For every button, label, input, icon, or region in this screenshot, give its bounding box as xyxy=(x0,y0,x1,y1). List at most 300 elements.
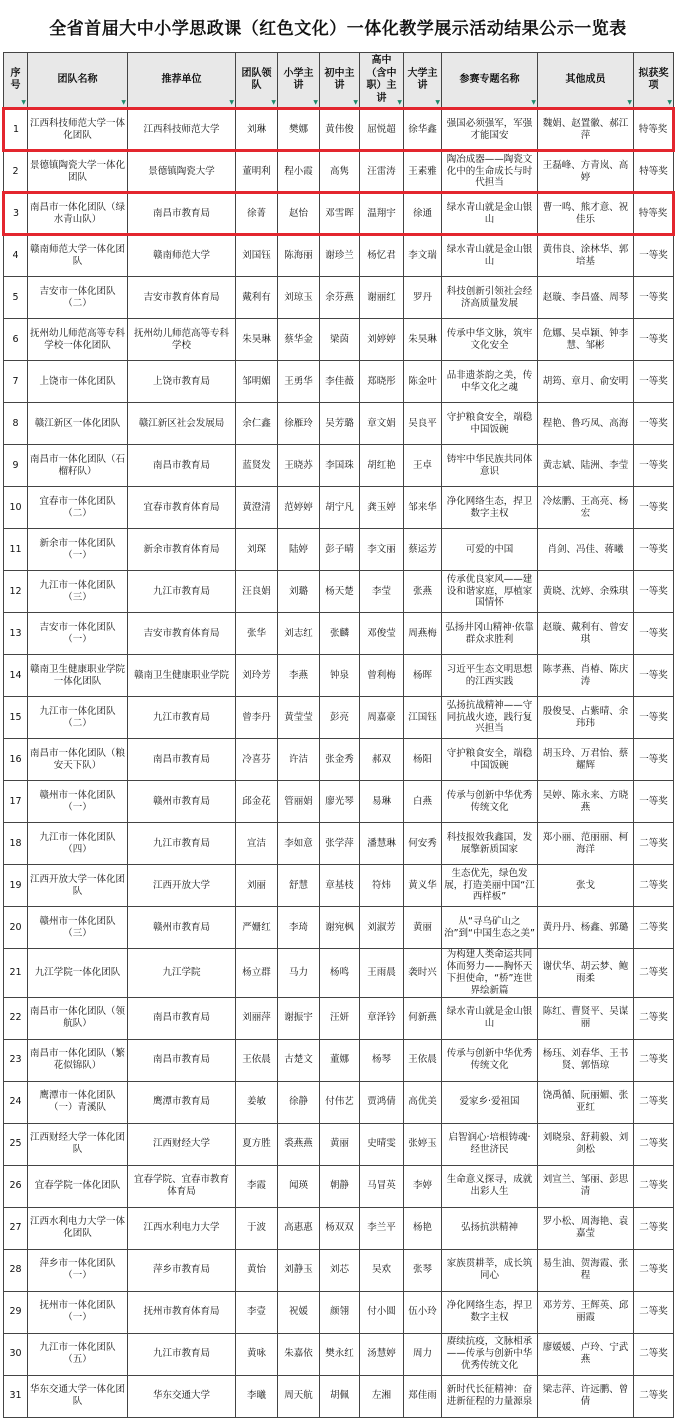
table-cell[interactable]: 22 xyxy=(4,997,28,1039)
table-cell[interactable]: 章泽钤 xyxy=(360,997,404,1039)
table-cell[interactable]: 邓俊莹 xyxy=(360,613,404,655)
table-cell[interactable]: 吉安市一体化团队（二） xyxy=(28,277,128,319)
table-cell[interactable]: 二等奖 xyxy=(634,1291,674,1333)
table-cell[interactable]: 江西财经大学一体化团队 xyxy=(28,1123,128,1165)
table-cell[interactable]: 赣南卫生健康职业学院 xyxy=(128,655,236,697)
table-cell[interactable]: 品非遗茶韵之美，传中华文化之魂 xyxy=(442,361,538,403)
table-cell[interactable]: 南昌市一体化团队（粮安天下队） xyxy=(28,739,128,781)
table-cell[interactable]: 何安秀 xyxy=(404,823,442,865)
table-cell[interactable]: 江西水利电力大学 xyxy=(128,1207,236,1249)
table-cell[interactable]: 温翔宇 xyxy=(360,193,404,235)
table-cell[interactable]: 白燕 xyxy=(404,781,442,823)
table-cell[interactable]: 高隽 xyxy=(320,151,360,193)
table-cell[interactable]: 鹰潭市教育局 xyxy=(128,1081,236,1123)
table-cell[interactable]: 鹰潭市一体化团队（一）青溪队 xyxy=(28,1081,128,1123)
table-cell[interactable]: 南昌市教育局 xyxy=(128,193,236,235)
table-cell[interactable]: 冷炫鹏、王高亮、杨宏 xyxy=(538,487,634,529)
table-cell[interactable]: 李如意 xyxy=(278,823,320,865)
table-cell[interactable]: 付伟艺 xyxy=(320,1081,360,1123)
table-cell[interactable]: 廖光琴 xyxy=(320,781,360,823)
table-cell[interactable]: 刘琼玉 xyxy=(278,277,320,319)
table-cell[interactable]: 龚玉婷 xyxy=(360,487,404,529)
table-cell[interactable]: 九江学院一体化团队 xyxy=(28,949,128,998)
table-cell[interactable]: 刘志红 xyxy=(278,613,320,655)
table-cell[interactable]: 5 xyxy=(4,277,28,319)
table-cell[interactable]: 杨珏、刘春华、王书贤、郭悟琼 xyxy=(538,1039,634,1081)
table-cell[interactable]: 舒慧 xyxy=(278,865,320,907)
table-cell[interactable]: 刘宣兰、邹丽、彭思清 xyxy=(538,1165,634,1207)
table-cell[interactable]: 二等奖 xyxy=(634,1081,674,1123)
table-cell[interactable]: 二等奖 xyxy=(634,1249,674,1291)
table-cell[interactable]: 黄澄清 xyxy=(236,487,278,529)
table-cell[interactable]: 九江市一体化团队（三） xyxy=(28,571,128,613)
table-cell[interactable]: 祝媛 xyxy=(278,1291,320,1333)
table-cell[interactable]: 萍乡市一体化团队（一） xyxy=(28,1249,128,1291)
table-cell[interactable]: 江西开放大学 xyxy=(128,865,236,907)
table-cell[interactable]: 江西科技师范大学 xyxy=(128,109,236,151)
table-cell[interactable]: 朱嘉依 xyxy=(278,1333,320,1375)
table-cell[interactable]: 戴利有 xyxy=(236,277,278,319)
table-cell[interactable]: 程艳、鲁巧凤、高海 xyxy=(538,403,634,445)
table-cell[interactable]: 17 xyxy=(4,781,28,823)
table-cell[interactable]: 南昌市教育局 xyxy=(128,739,236,781)
table-cell[interactable]: 邹来华 xyxy=(404,487,442,529)
table-cell[interactable]: 黄丽 xyxy=(320,1123,360,1165)
table-cell[interactable]: 江西财经大学 xyxy=(128,1123,236,1165)
table-cell[interactable]: 24 xyxy=(4,1081,28,1123)
table-cell[interactable]: 27 xyxy=(4,1207,28,1249)
table-cell[interactable]: 董明利 xyxy=(236,151,278,193)
table-cell[interactable]: 邓雪晖 xyxy=(320,193,360,235)
table-cell[interactable]: 管丽娟 xyxy=(278,781,320,823)
table-cell[interactable]: 董娜 xyxy=(320,1039,360,1081)
table-cell[interactable]: 蓝贤发 xyxy=(236,445,278,487)
table-cell[interactable]: 黄怡 xyxy=(236,1249,278,1291)
table-cell[interactable]: 九江市一体化团队（五） xyxy=(28,1333,128,1375)
table-cell[interactable]: 廖媛媛、卢玲、宁武燕 xyxy=(538,1333,634,1375)
table-cell[interactable]: 弘扬抗洪精神 xyxy=(442,1207,538,1249)
table-cell[interactable]: 马冒英 xyxy=(360,1165,404,1207)
table-cell[interactable]: 樊永红 xyxy=(320,1333,360,1375)
table-cell[interactable]: 二等奖 xyxy=(634,1375,674,1417)
table-cell[interactable]: 爱家乡·爱祖国 xyxy=(442,1081,538,1123)
table-cell[interactable]: 赣南师范大学 xyxy=(128,235,236,277)
table-cell[interactable]: 余芬燕 xyxy=(320,277,360,319)
table-cell[interactable]: 赣南师范大学一体化团队 xyxy=(28,235,128,277)
table-cell[interactable]: 23 xyxy=(4,1039,28,1081)
table-cell[interactable]: 李琦 xyxy=(278,907,320,949)
table-cell[interactable]: 吉安市教育体育局 xyxy=(128,277,236,319)
table-cell[interactable]: 20 xyxy=(4,907,28,949)
table-cell[interactable]: 黄义华 xyxy=(404,865,442,907)
table-cell[interactable]: 江西水利电力大学一体化团队 xyxy=(28,1207,128,1249)
table-cell[interactable]: 28 xyxy=(4,1249,28,1291)
table-cell[interactable]: 徐通 xyxy=(404,193,442,235)
table-cell[interactable]: 上饶市一体化团队 xyxy=(28,361,128,403)
table-cell[interactable]: 7 xyxy=(4,361,28,403)
table-cell[interactable]: 左湘 xyxy=(360,1375,404,1417)
table-cell[interactable]: 景德镇陶瓷大学 xyxy=(128,151,236,193)
table-cell[interactable]: 汪妍 xyxy=(320,997,360,1039)
dropdown-filter-icon[interactable]: ▼ xyxy=(397,99,402,106)
table-cell[interactable]: 二等奖 xyxy=(634,823,674,865)
table-cell[interactable]: 传承优良家风——建设和谐家庭，厚植家国情怀 xyxy=(442,571,538,613)
table-cell[interactable]: 易生油、贺海霞、张程 xyxy=(538,1249,634,1291)
table-cell[interactable]: 14 xyxy=(4,655,28,697)
table-cell[interactable]: 二等奖 xyxy=(634,1039,674,1081)
table-cell[interactable]: 抚州市教育体育局 xyxy=(128,1291,236,1333)
header-cell[interactable]: 团队领队 ▼ xyxy=(236,53,278,109)
table-cell[interactable]: 章文娟 xyxy=(360,403,404,445)
table-cell[interactable]: 谢珍兰 xyxy=(320,235,360,277)
table-cell[interactable]: 杨忆君 xyxy=(360,235,404,277)
header-cell[interactable]: 初中主讲 ▼ xyxy=(320,53,360,109)
table-cell[interactable]: 刘淑芳 xyxy=(360,907,404,949)
table-cell[interactable]: 彭亮 xyxy=(320,697,360,739)
table-cell[interactable]: 伍小玲 xyxy=(404,1291,442,1333)
table-cell[interactable]: 朱昊琳 xyxy=(404,319,442,361)
table-cell[interactable]: 赵璇、戴利有、曾安琪 xyxy=(538,613,634,655)
table-cell[interactable]: 郝双 xyxy=(360,739,404,781)
table-cell[interactable]: 江国钰 xyxy=(404,697,442,739)
table-cell[interactable]: 古楚文 xyxy=(278,1039,320,1081)
table-cell[interactable]: 梁志萍、许远鹏、曾倩 xyxy=(538,1375,634,1417)
table-cell[interactable]: 二等奖 xyxy=(634,1123,674,1165)
table-cell[interactable]: 李壹 xyxy=(236,1291,278,1333)
table-cell[interactable]: 21 xyxy=(4,949,28,998)
table-cell[interactable]: 刘玲芳 xyxy=(236,655,278,697)
table-cell[interactable]: 赣州市教育局 xyxy=(128,907,236,949)
table-cell[interactable]: 李莹 xyxy=(360,571,404,613)
table-cell[interactable]: 蔡华金 xyxy=(278,319,320,361)
table-cell[interactable]: 宜春学院一体化团队 xyxy=(28,1165,128,1207)
table-cell[interactable]: 胡筠、章月、俞安明 xyxy=(538,361,634,403)
table-cell[interactable]: 13 xyxy=(4,613,28,655)
table-cell[interactable]: 何新燕 xyxy=(404,997,442,1039)
table-cell[interactable]: 杨琴 xyxy=(360,1039,404,1081)
table-cell[interactable]: 胡玉玲、万君怡、蔡耀辉 xyxy=(538,739,634,781)
table-cell[interactable]: 传承与创新中华优秀传统文化 xyxy=(442,1039,538,1081)
table-cell[interactable]: 屈悦超 xyxy=(360,109,404,151)
table-cell[interactable]: 徐雁玲 xyxy=(278,403,320,445)
table-cell[interactable]: 陶冶成器——陶瓷文化中的生命成长与时代担当 xyxy=(442,151,538,193)
table-cell[interactable]: 范婷婷 xyxy=(278,487,320,529)
table-cell[interactable]: 徐静 xyxy=(278,1081,320,1123)
table-cell[interactable]: 赣江新区一体化团队 xyxy=(28,403,128,445)
table-cell[interactable]: 南昌市教育局 xyxy=(128,1039,236,1081)
table-cell[interactable]: 谢振宇 xyxy=(278,997,320,1039)
table-cell[interactable]: 李婷 xyxy=(404,1165,442,1207)
table-cell[interactable]: 李曦 xyxy=(236,1375,278,1417)
table-cell[interactable]: 一等奖 xyxy=(634,445,674,487)
table-cell[interactable]: 传承中华文脉，筑牢文化安全 xyxy=(442,319,538,361)
table-cell[interactable]: 二等奖 xyxy=(634,865,674,907)
table-cell[interactable]: 一等奖 xyxy=(634,277,674,319)
table-cell[interactable]: 南昌市教育局 xyxy=(128,445,236,487)
header-cell[interactable]: 参赛专题名称 ▼ xyxy=(442,53,538,109)
table-cell[interactable]: 赵璇、李昌盛、周琴 xyxy=(538,277,634,319)
table-cell[interactable]: 裘燕燕 xyxy=(278,1123,320,1165)
table-cell[interactable]: 九江市教育局 xyxy=(128,823,236,865)
table-cell[interactable]: 二等奖 xyxy=(634,907,674,949)
table-cell[interactable]: 净化网络生态，捍卫数字主权 xyxy=(442,1291,538,1333)
dropdown-filter-icon[interactable]: ▼ xyxy=(21,99,26,106)
table-cell[interactable]: 二等奖 xyxy=(634,997,674,1039)
table-cell[interactable]: 一等奖 xyxy=(634,235,674,277)
dropdown-filter-icon[interactable]: ▼ xyxy=(353,99,358,106)
table-cell[interactable]: 付小圆 xyxy=(360,1291,404,1333)
table-cell[interactable]: 王磊峰、方青岚、高婷 xyxy=(538,151,634,193)
table-cell[interactable]: 守护粮食安全，端稳中国饭碗 xyxy=(442,739,538,781)
table-cell[interactable]: 抚州幼儿师范高等专科学校 xyxy=(128,319,236,361)
table-cell[interactable]: 31 xyxy=(4,1375,28,1417)
table-cell[interactable]: 马力 xyxy=(278,949,320,998)
table-cell[interactable]: 绿水青山就是金山银山 xyxy=(442,193,538,235)
table-cell[interactable]: 华东交通大学一体化团队 xyxy=(28,1375,128,1417)
table-cell[interactable]: 净化网络生态，捍卫数字主权 xyxy=(442,487,538,529)
table-cell[interactable]: 吉安市一体化团队（一） xyxy=(28,613,128,655)
table-cell[interactable]: 李国珠 xyxy=(320,445,360,487)
header-cell[interactable]: 拟获奖项 ▼ xyxy=(634,53,674,109)
table-cell[interactable]: 汪良娟 xyxy=(236,571,278,613)
table-cell[interactable]: 8 xyxy=(4,403,28,445)
table-cell[interactable]: 张琴 xyxy=(404,1249,442,1291)
table-cell[interactable]: 9 xyxy=(4,445,28,487)
table-cell[interactable]: 汪雷涛 xyxy=(360,151,404,193)
table-cell[interactable]: 王依晨 xyxy=(236,1039,278,1081)
table-cell[interactable]: 30 xyxy=(4,1333,28,1375)
table-cell[interactable]: 李霞 xyxy=(236,1165,278,1207)
table-cell[interactable]: 南昌市一体化团队（绿水青山队） xyxy=(28,193,128,235)
table-cell[interactable]: 一等奖 xyxy=(634,319,674,361)
table-cell[interactable]: 一等奖 xyxy=(634,739,674,781)
table-cell[interactable]: 杨晖 xyxy=(404,655,442,697)
table-cell[interactable]: 谢宛枫 xyxy=(320,907,360,949)
table-cell[interactable]: 张燕 xyxy=(404,571,442,613)
table-cell[interactable]: 弘扬抗战精神——守同抗战火迹，践行复兴担当 xyxy=(442,697,538,739)
table-cell[interactable]: 15 xyxy=(4,697,28,739)
table-cell[interactable]: 12 xyxy=(4,571,28,613)
table-cell[interactable]: 张金秀 xyxy=(320,739,360,781)
table-cell[interactable]: 黄伟良、涂林华、郭培基 xyxy=(538,235,634,277)
table-cell[interactable]: 郑小丽、范丽丽、柯海洋 xyxy=(538,823,634,865)
table-cell[interactable]: 江西开放大学一体化团队 xyxy=(28,865,128,907)
table-cell[interactable]: 刘丽萍 xyxy=(236,997,278,1039)
table-cell[interactable]: 曾李丹 xyxy=(236,697,278,739)
dropdown-filter-icon[interactable]: ▼ xyxy=(271,99,276,106)
table-cell[interactable]: 张戈 xyxy=(538,865,634,907)
table-cell[interactable]: 邹明媚 xyxy=(236,361,278,403)
table-cell[interactable]: 周燕梅 xyxy=(404,613,442,655)
table-cell[interactable]: 江西科技师范大学一体化团队 xyxy=(28,109,128,151)
table-cell[interactable]: 张麟 xyxy=(320,613,360,655)
table-cell[interactable]: 黄晓、沈婷、余殊琪 xyxy=(538,571,634,613)
table-cell[interactable]: 章基枝 xyxy=(320,865,360,907)
table-cell[interactable]: 李文瑞 xyxy=(404,235,442,277)
table-cell[interactable]: 一等奖 xyxy=(634,781,674,823)
table-cell[interactable]: 九江市教育局 xyxy=(128,1333,236,1375)
table-cell[interactable]: 梁茵 xyxy=(320,319,360,361)
table-cell[interactable]: 25 xyxy=(4,1123,28,1165)
table-cell[interactable]: 陈金叶 xyxy=(404,361,442,403)
table-cell[interactable]: 南昌市一体化团队（石榴籽队） xyxy=(28,445,128,487)
table-cell[interactable]: 严姗红 xyxy=(236,907,278,949)
table-cell[interactable]: 特等奖 xyxy=(634,109,674,151)
table-cell[interactable]: 钟泉 xyxy=(320,655,360,697)
table-cell[interactable]: 2 xyxy=(4,151,28,193)
table-cell[interactable]: 一等奖 xyxy=(634,529,674,571)
table-cell[interactable]: 肖剑、冯佳、蒋曦 xyxy=(538,529,634,571)
table-cell[interactable]: 二等奖 xyxy=(634,1165,674,1207)
table-cell[interactable]: 刘静玉 xyxy=(278,1249,320,1291)
table-cell[interactable]: 袭时兴 xyxy=(404,949,442,998)
table-cell[interactable]: 习近平生态文明思想的江西实践 xyxy=(442,655,538,697)
table-cell[interactable]: 九江学院 xyxy=(128,949,236,998)
table-cell[interactable]: 二等奖 xyxy=(634,1207,674,1249)
header-cell[interactable]: 高中（含中职）主讲 ▼ xyxy=(360,53,404,109)
table-cell[interactable]: 10 xyxy=(4,487,28,529)
table-cell[interactable]: 可爱的中国 xyxy=(442,529,538,571)
header-cell[interactable]: 其他成员 ▼ xyxy=(538,53,634,109)
table-cell[interactable]: 罗小松、周海艳、袁嘉莹 xyxy=(538,1207,634,1249)
table-cell[interactable]: 二等奖 xyxy=(634,949,674,998)
table-cell[interactable]: 南昌市一体化团队（繁花似锦队） xyxy=(28,1039,128,1081)
table-cell[interactable]: 景德镇陶瓷大学一体化团队 xyxy=(28,151,128,193)
dropdown-filter-icon[interactable]: ▼ xyxy=(121,99,126,106)
table-cell[interactable]: 邓芳芳、王辉英、邱丽霞 xyxy=(538,1291,634,1333)
table-cell[interactable]: 杨天楚 xyxy=(320,571,360,613)
table-cell[interactable]: 19 xyxy=(4,865,28,907)
table-cell[interactable]: 王雨晨 xyxy=(360,949,404,998)
table-cell[interactable]: 宜春市一体化团队（二） xyxy=(28,487,128,529)
table-cell[interactable]: 王依晨 xyxy=(404,1039,442,1081)
table-cell[interactable]: 符炜 xyxy=(360,865,404,907)
table-cell[interactable]: 程小霞 xyxy=(278,151,320,193)
table-cell[interactable]: 谢丽红 xyxy=(360,277,404,319)
table-cell[interactable]: 王素雅 xyxy=(404,151,442,193)
table-cell[interactable]: 杨艳 xyxy=(404,1207,442,1249)
table-cell[interactable]: 周力 xyxy=(404,1333,442,1375)
table-cell[interactable]: 张婷玉 xyxy=(404,1123,442,1165)
table-cell[interactable]: 贾鸿倩 xyxy=(360,1081,404,1123)
header-cell[interactable]: 团队名称 ▼ xyxy=(28,53,128,109)
table-cell[interactable]: 夏方胜 xyxy=(236,1123,278,1165)
table-cell[interactable]: 刘琛 xyxy=(236,529,278,571)
table-cell[interactable]: 家族贯耕莘，成长筑同心 xyxy=(442,1249,538,1291)
table-cell[interactable]: 赣州市一体化团队（一） xyxy=(28,781,128,823)
table-cell[interactable]: 16 xyxy=(4,739,28,781)
table-cell[interactable]: 郑晓彤 xyxy=(360,361,404,403)
table-cell[interactable]: 杨立群 xyxy=(236,949,278,998)
table-cell[interactable]: 王卓 xyxy=(404,445,442,487)
table-cell[interactable]: 邱金花 xyxy=(236,781,278,823)
header-cell[interactable]: 推荐单位 ▼ xyxy=(128,53,236,109)
header-cell[interactable]: 序号 ▼ xyxy=(4,53,28,109)
dropdown-filter-icon[interactable]: ▼ xyxy=(229,99,234,106)
table-cell[interactable]: 华东交通大学 xyxy=(128,1375,236,1417)
table-cell[interactable]: 张华 xyxy=(236,613,278,655)
table-cell[interactable]: 朱昊琳 xyxy=(236,319,278,361)
table-cell[interactable]: 新余市教育体育局 xyxy=(128,529,236,571)
table-cell[interactable]: 科技创新引领社会经济高质量发展 xyxy=(442,277,538,319)
table-cell[interactable]: 周嘉豪 xyxy=(360,697,404,739)
table-cell[interactable]: 抚州市一体化团队（一） xyxy=(28,1291,128,1333)
table-cell[interactable]: 6 xyxy=(4,319,28,361)
table-cell[interactable]: 吉安市教育体育局 xyxy=(128,613,236,655)
table-cell[interactable]: 29 xyxy=(4,1291,28,1333)
table-cell[interactable]: 4 xyxy=(4,235,28,277)
table-cell[interactable]: 赣州市一体化团队（三） xyxy=(28,907,128,949)
table-cell[interactable]: 王晓苏 xyxy=(278,445,320,487)
table-cell[interactable]: 樊娜 xyxy=(278,109,320,151)
table-cell[interactable]: 刘琳 xyxy=(236,109,278,151)
table-cell[interactable]: 18 xyxy=(4,823,28,865)
table-cell[interactable]: 宜春学院、宜春市教育体育局 xyxy=(128,1165,236,1207)
table-cell[interactable]: 徐菁 xyxy=(236,193,278,235)
table-cell[interactable]: 吴芳璐 xyxy=(320,403,360,445)
table-cell[interactable]: 周天航 xyxy=(278,1375,320,1417)
table-cell[interactable]: 启智润心·培根铸魂·经世济民 xyxy=(442,1123,538,1165)
table-cell[interactable]: 徐华鑫 xyxy=(404,109,442,151)
table-cell[interactable]: 吴良平 xyxy=(404,403,442,445)
table-cell[interactable]: 颜翎 xyxy=(320,1291,360,1333)
table-cell[interactable]: 许洁 xyxy=(278,739,320,781)
table-cell[interactable]: 刘晓泉、舒莉毅、刘剑松 xyxy=(538,1123,634,1165)
table-cell[interactable]: 绿水青山就是金山银山 xyxy=(442,997,538,1039)
table-cell[interactable]: 新余市一体化团队（一） xyxy=(28,529,128,571)
table-cell[interactable]: 杨阳 xyxy=(404,739,442,781)
table-cell[interactable]: 黄莹莹 xyxy=(278,697,320,739)
table-cell[interactable]: 生态优先，绿色发展，打造美丽中国“江西样板” xyxy=(442,865,538,907)
dropdown-filter-icon[interactable]: ▼ xyxy=(667,99,672,106)
table-cell[interactable]: 罗丹 xyxy=(404,277,442,319)
table-cell[interactable]: 赣州市教育局 xyxy=(128,781,236,823)
table-cell[interactable]: 李兰平 xyxy=(360,1207,404,1249)
table-cell[interactable]: 九江市教育局 xyxy=(128,571,236,613)
header-cell[interactable]: 大学主讲 ▼ xyxy=(404,53,442,109)
table-cell[interactable]: 一等奖 xyxy=(634,613,674,655)
table-cell[interactable]: 刘芯 xyxy=(320,1249,360,1291)
table-cell[interactable]: 黄志斌、陆洲、李莹 xyxy=(538,445,634,487)
table-cell[interactable]: 黄咏 xyxy=(236,1333,278,1375)
table-cell[interactable]: 二等奖 xyxy=(634,1333,674,1375)
table-cell[interactable]: 杨双双 xyxy=(320,1207,360,1249)
table-cell[interactable]: 吴欢 xyxy=(360,1249,404,1291)
table-cell[interactable]: 赣江新区社会发展局 xyxy=(128,403,236,445)
table-cell[interactable]: 胡宁凡 xyxy=(320,487,360,529)
table-cell[interactable]: 陈孝燕、肖椿、陈庆涛 xyxy=(538,655,634,697)
table-cell[interactable]: 姜敏 xyxy=(236,1081,278,1123)
table-cell[interactable]: 郑佳雨 xyxy=(404,1375,442,1417)
table-cell[interactable]: 生命意义探寻，成就出彩人生 xyxy=(442,1165,538,1207)
table-cell[interactable]: 刘丽 xyxy=(236,865,278,907)
table-cell[interactable]: 传承与创新中华优秀传统文化 xyxy=(442,781,538,823)
dropdown-filter-icon[interactable]: ▼ xyxy=(627,99,632,106)
table-cell[interactable]: 刘婷婷 xyxy=(360,319,404,361)
table-cell[interactable]: 胡红艳 xyxy=(360,445,404,487)
table-cell[interactable]: 朝静 xyxy=(320,1165,360,1207)
table-cell[interactable]: 余仁鑫 xyxy=(236,403,278,445)
table-cell[interactable]: 黄伟俊 xyxy=(320,109,360,151)
table-cell[interactable]: 一等奖 xyxy=(634,655,674,697)
table-cell[interactable]: 史晴雯 xyxy=(360,1123,404,1165)
dropdown-filter-icon[interactable]: ▼ xyxy=(531,99,536,106)
table-cell[interactable]: 3 xyxy=(4,193,28,235)
table-cell[interactable]: 于波 xyxy=(236,1207,278,1249)
table-cell[interactable]: 萍乡市教育局 xyxy=(128,1249,236,1291)
table-cell[interactable]: 谢伏华、胡云梦、鲍雨柔 xyxy=(538,949,634,998)
table-cell[interactable]: 魏娟、赵置徽、郝江萍 xyxy=(538,109,634,151)
